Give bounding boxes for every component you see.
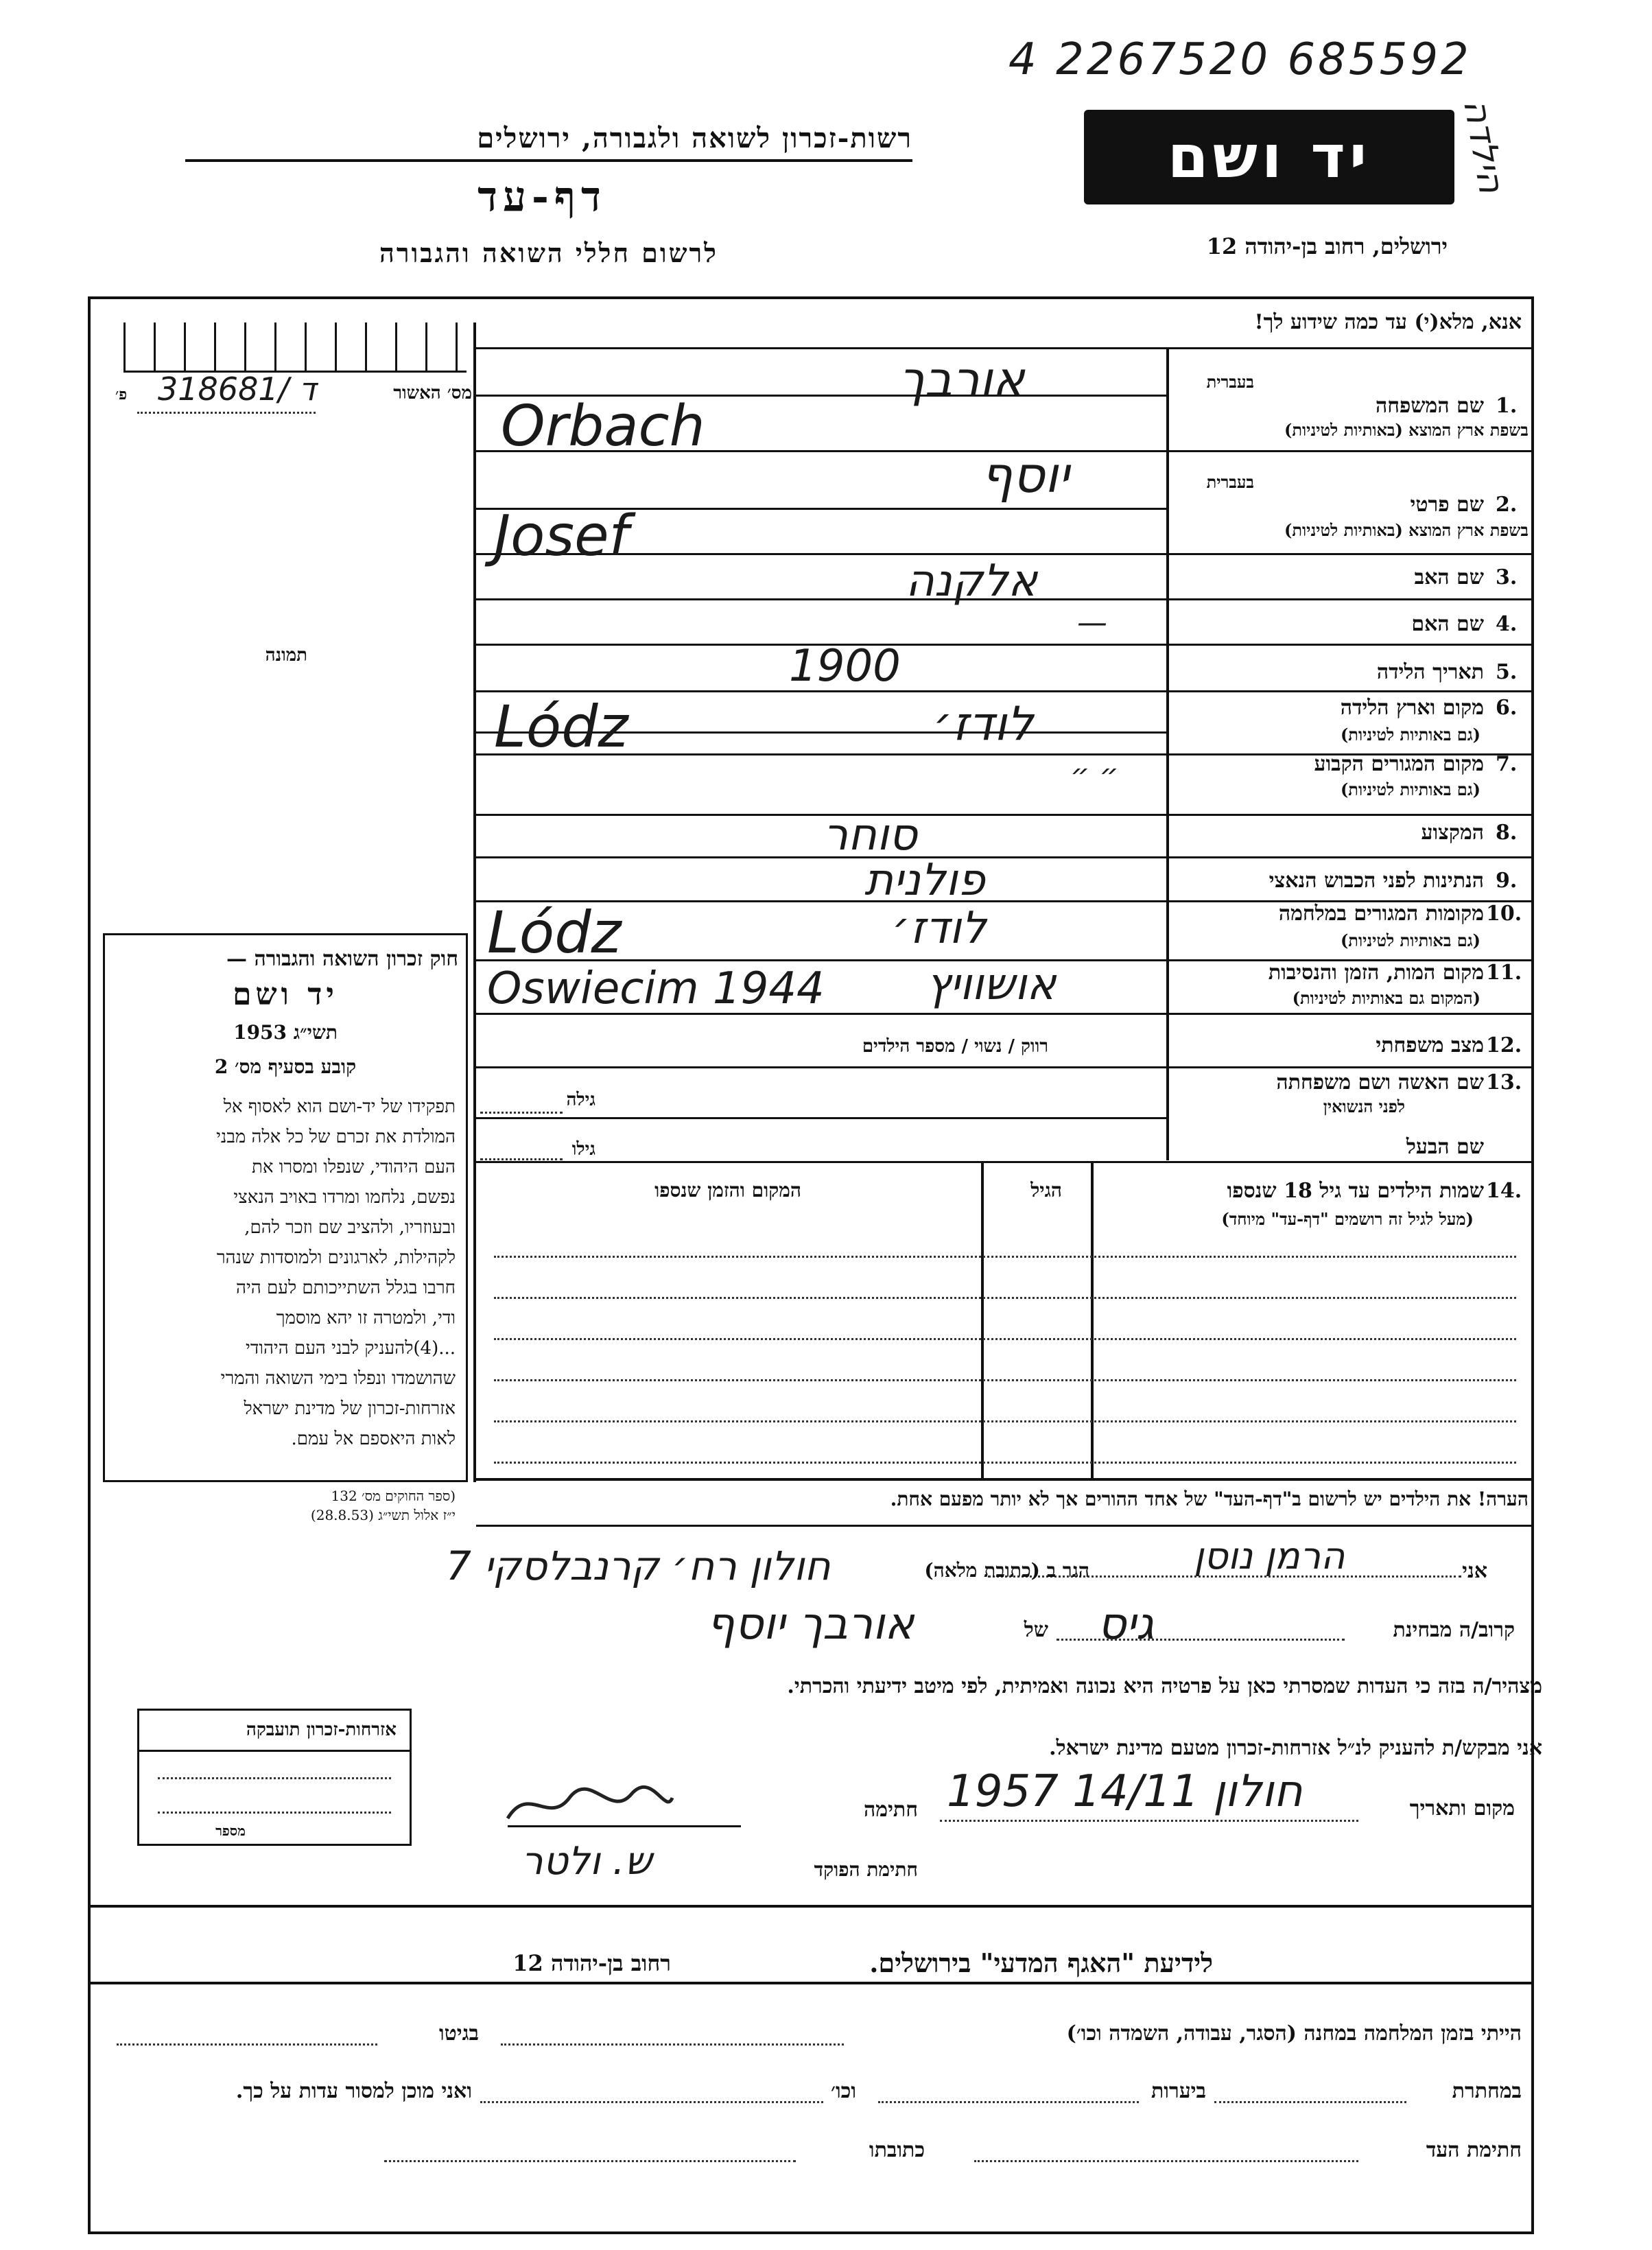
- bottom-row1-line: [117, 2043, 377, 2046]
- row-line: [476, 690, 1534, 692]
- address-value: חולון רח׳ קרנבלסקי 7: [446, 1543, 831, 1589]
- header-address: ירושלים, רחוב בן-יהודה 12: [1206, 233, 1448, 259]
- field-6-sub: (גם באותיות לטיניות): [1340, 725, 1480, 745]
- field-5-label: תאריך הלידה: [1376, 660, 1484, 684]
- declare-text: מצהיר/ה בזה כי העדות שמסרתי כאן על פרטיה היא נכונה ואמיתית, לפי מיטב ידיעתי והכרתי.: [787, 1674, 1542, 1698]
- bottom-row1-line: [501, 2043, 844, 2046]
- bottom-row3-address: כתובתו: [869, 2138, 925, 2162]
- field-10-hebrew-value: לודז׳: [892, 903, 987, 954]
- field-11-label: מקום המות, הזמן והנסיבות: [1268, 961, 1484, 985]
- tick-strip: [123, 323, 467, 373]
- approval-label: מס׳ האשור: [393, 383, 472, 403]
- instruction-divider: [473, 347, 1534, 349]
- children-col-divider-1: [1091, 1162, 1094, 1478]
- field-1-hebrew-value: אורבך: [899, 351, 1025, 408]
- signature-line: [508, 1825, 741, 1827]
- law-text-line: שהושמדו ונפלו בימי השואה והמרי: [220, 1368, 456, 1389]
- approval-underline: [137, 412, 316, 414]
- certificate-number-label: מספר: [215, 1823, 246, 1839]
- approval-number: 318681/ ד: [158, 371, 316, 408]
- field-6-number: 6.: [1496, 696, 1518, 720]
- photo-label: תמונה: [265, 645, 307, 666]
- field-6-label: מקום וארץ הלידה: [1340, 696, 1484, 720]
- law-text-line: ודי, ולמטרה זו יהא מוסמך: [276, 1308, 456, 1328]
- field-7-sub: (גם באותיות לטיניות): [1340, 780, 1480, 799]
- bottom-row2-line: [878, 2101, 1139, 2103]
- of-label: של: [1024, 1618, 1048, 1642]
- child-row-line: [494, 1297, 1516, 1299]
- field-5-value: 1900: [789, 641, 901, 692]
- field-9-label: הנתינות לפני הכבוש הנאצי: [1268, 869, 1484, 893]
- law-text-line: ובעוזריו, ולהציב שם וזכר להם,: [244, 1217, 456, 1238]
- husband-label: שם הבעל: [1406, 1135, 1484, 1159]
- law-text-line: לקהילות, לארגונים ולמוסדות שנהר: [216, 1247, 456, 1268]
- bottom-row2-underground: במחתרת: [1452, 2079, 1522, 2103]
- left-column-divider: [473, 323, 476, 1482]
- bottom-row2-ready: ואני מוכן למסור עדות על כך.: [235, 2079, 472, 2103]
- law-text-line: נפשם, נלחמו ומרדו באויב הנאצי: [233, 1187, 456, 1208]
- authority-line: רשות-זכרון לשואה ולגבורה, ירושלים: [477, 122, 912, 154]
- law-text-line: לאות היאספם אל עמם.: [291, 1429, 456, 1449]
- field-2-number: 2.: [1496, 493, 1518, 517]
- yad-vashem-logo: [1084, 110, 1454, 204]
- authority-underline: [185, 159, 912, 162]
- field-12-value: רווק / נשוי / מספר הילדים: [862, 1036, 1048, 1057]
- declarant-name: הרמן נוסן: [1194, 1534, 1345, 1578]
- certificate-title: אזרחות-זכרון תועבקה: [246, 1720, 397, 1740]
- field-13-number: 13.: [1486, 1070, 1522, 1094]
- row-line: [476, 856, 1534, 858]
- field-1-latin-value: Orbach: [501, 394, 705, 459]
- child-row-line: [494, 1379, 1516, 1381]
- field-2-latin-value: Josef: [494, 504, 629, 569]
- husband-age-label: גילו: [571, 1139, 595, 1160]
- row-line: [476, 553, 1534, 555]
- law-footnote-2: י״ז אלול תשי״ג (28.8.53): [310, 1507, 456, 1523]
- officer-signature-value: ש. ולטר: [521, 1839, 652, 1884]
- field-12-label: מצב משפחתי: [1376, 1033, 1484, 1057]
- field-9-value: פולנית: [864, 855, 985, 906]
- law-footnote-1: (ספר החוקים מס׳ 132: [331, 1488, 456, 1504]
- logo-text: יד ושם: [1167, 123, 1371, 191]
- field-6-latin-value: Lódz: [494, 693, 628, 760]
- field-10-number: 10.: [1486, 902, 1522, 926]
- relation-line: [1057, 1639, 1345, 1641]
- field-7-number: 7.: [1496, 752, 1518, 776]
- of-value: אורבך יוסף: [707, 1599, 914, 1650]
- child-row-line: [494, 1338, 1516, 1340]
- bottom-row3-witness-sig: חתימת העד: [1426, 2138, 1522, 2162]
- handwritten-file-number: 4 2267520 685592: [1008, 34, 1472, 85]
- signature-label: חתימה: [864, 1798, 918, 1822]
- bottom-row3-line: [974, 2160, 1358, 2162]
- bottom-box: [88, 1905, 1534, 2234]
- field-12-number: 12.: [1486, 1033, 1522, 1057]
- corner-handwritten-note: הילדה: [1454, 96, 1512, 196]
- law-text-line: ...(4)להעניק לבני העם היהודי: [246, 1338, 456, 1359]
- bottom-row1-ghetto: בגיטו: [438, 2022, 479, 2046]
- law-text-line: המולדת את זכרם של כל אלה מבני: [216, 1127, 456, 1147]
- children-note: הערה! את הילדים יש לרשום ב"דף-העד" של אחד ההורים אך לא יותר מפעם אחת.: [890, 1488, 1529, 1510]
- children-label: שמות הילדים עד גיל 18 שנספו: [1227, 1179, 1484, 1203]
- field-13-sub: לפני הנשואין: [1323, 1097, 1405, 1116]
- field-1-sub: בשפת ארץ המוצא (באותיות לטיניות): [1284, 420, 1529, 440]
- certificate-line: [158, 1812, 391, 1814]
- field-2-sub: בשפת ארץ המוצא (באותיות לטיניות): [1284, 520, 1529, 540]
- field-4-label: שם האם: [1411, 612, 1484, 636]
- field-5-number: 5.: [1496, 660, 1518, 684]
- field-8-label: המקצוע: [1421, 821, 1484, 845]
- field-7-label: מקום המגורים הקבוע: [1314, 752, 1484, 776]
- children-number: 14.: [1486, 1179, 1522, 1203]
- children-sub: (מעל לגיל זה רושמים "דף-עד" מיוחד): [1221, 1209, 1474, 1229]
- field-1-label: שם המשפחה: [1375, 394, 1484, 418]
- field-8-value: סוחר: [823, 810, 917, 860]
- field-10-label: מקומות המגורים במלחמה: [1278, 902, 1484, 926]
- field-2-hebrew-tag: בעברית: [1206, 472, 1254, 492]
- children-col-divider-2: [981, 1162, 984, 1478]
- signature-scrawl: [501, 1777, 679, 1832]
- relation-value: גיס: [1098, 1599, 1155, 1650]
- law-text-line: חרבו בגלל השתייכותם לעם היה: [236, 1278, 456, 1298]
- field-4-value: —: [1077, 605, 1107, 640]
- field-11-latin-value: Oswiecim 1944: [487, 963, 825, 1014]
- note-top-line: [476, 1478, 1534, 1481]
- place-date-line: [940, 1820, 1358, 1822]
- children-age-header: הגיל: [1030, 1179, 1062, 1202]
- row-line: [476, 1161, 1534, 1163]
- field-13-age-label: גילה: [566, 1090, 595, 1110]
- field-10-sub: (גם באותיות לטיניות): [1340, 930, 1480, 950]
- field-4-number: 4.: [1496, 612, 1518, 636]
- bottom-address: רחוב בן-יהודה 12: [512, 1950, 671, 1976]
- declarant-signature: [501, 1777, 679, 1832]
- child-row-line: [494, 1256, 1516, 1258]
- relation-label: קרוב/ה מבחינת: [1393, 1618, 1515, 1642]
- field-10-latin-value: Lódz: [487, 899, 622, 966]
- field-11-number: 11.: [1486, 961, 1522, 985]
- law-title: חוק זכרון השואה והגבורה —: [226, 947, 458, 971]
- field-13-age-line: [480, 1112, 563, 1114]
- field-11-hebrew-value: אושוויץ: [926, 959, 1057, 1010]
- certificate-line: [158, 1777, 391, 1779]
- field-3-value: אלקנה: [906, 556, 1037, 607]
- row-line: [476, 644, 1534, 646]
- law-text-line: אזרחות-זכרון של מדינת ישראל: [244, 1398, 456, 1419]
- place-date-value: חולון 14/11 1957: [947, 1766, 1303, 1817]
- row-line: [476, 1066, 1534, 1068]
- instruction: אנא, מלא(י) עד כמה שידוע לך!: [1254, 310, 1522, 334]
- note-bottom-line: [476, 1525, 1534, 1527]
- field-7-value: ״ ״: [1070, 758, 1119, 793]
- place-date-label: מקום ותאריך: [1409, 1796, 1515, 1820]
- form-title: דף-עד: [477, 173, 606, 221]
- law-text-line: תפקידו של יד-ושם הוא לאסוף אל: [223, 1097, 456, 1117]
- law-clause: קובע בסעיף מס׳ 2: [214, 1055, 357, 1078]
- field-2-hebrew-value: יוסף: [981, 446, 1070, 504]
- field-9-number: 9.: [1496, 869, 1518, 893]
- row-line: [476, 1117, 1166, 1119]
- bottom-title: לידיעת "האגף המדעי" בירושלים.: [869, 1947, 1213, 1978]
- approval-prefix: פ׳: [115, 386, 128, 403]
- certificate-title-line: [137, 1750, 412, 1752]
- row-line: [476, 814, 1534, 816]
- husband-age-line: [480, 1158, 563, 1160]
- field-1-hebrew-tag: בעברית: [1206, 372, 1254, 392]
- field-6-hebrew-value: לודז׳: [933, 697, 1034, 751]
- bottom-row2-forests: ביערות: [1150, 2079, 1206, 2103]
- law-text-line: העם היהודי, שנפלו ומסרו את: [252, 1157, 456, 1177]
- field-1-number: 1.: [1496, 394, 1518, 418]
- field-3-number: 3.: [1496, 565, 1518, 589]
- law-name: יד ושם: [233, 977, 338, 1012]
- field-11-sub: (המקום גם באותיות לטיניות): [1292, 988, 1480, 1008]
- request-text: אני מבקש/ת להעניק לנ״ל אזרחות-זכרון מטעם מדינת ישראל.: [1049, 1736, 1542, 1760]
- field-2-label: שם פרטי: [1410, 493, 1484, 517]
- officer-signature-label: חתימת הפוקד: [814, 1858, 918, 1881]
- field-3-label: שם האב: [1414, 565, 1484, 589]
- law-year: תשי״ג 1953: [233, 1021, 338, 1044]
- children-place-header: המקום והזמן שנספו: [654, 1179, 801, 1202]
- child-row-line: [494, 1462, 1516, 1464]
- declarant-label: אני: [1462, 1559, 1487, 1583]
- bottom-row2-etc: וכו׳: [831, 2079, 856, 2103]
- form-subtitle: לרשום חללי השואה והגבורה: [379, 237, 718, 268]
- field-13-label: שם האשה ושם משפחתה: [1276, 1070, 1484, 1094]
- bottom-row1-camp: הייתי בזמן המלחמה במחנה (הסגר, עבודה, השמדה וכו׳): [1066, 2022, 1522, 2046]
- field-8-number: 8.: [1496, 821, 1518, 845]
- child-row-line: [494, 1420, 1516, 1422]
- bottom-row2-line: [1214, 2101, 1406, 2103]
- bottom-row2-line: [480, 2101, 823, 2103]
- bottom-row3-line: [384, 2160, 796, 2162]
- address-label: הגר ב (כתובת מלאה): [924, 1559, 1089, 1582]
